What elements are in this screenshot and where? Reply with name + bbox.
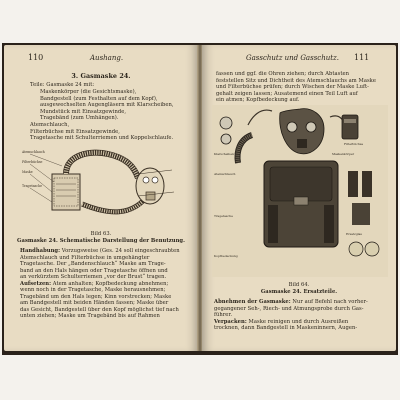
paragraph-text: das Gesicht, Bandgestell über den Kopf möglichst tief nach	[20, 306, 179, 313]
figure-label: Maskenkörper	[332, 152, 355, 156]
figure-label: Kopfbedeckung	[214, 254, 238, 258]
figure-label: Atemschlauch	[214, 172, 236, 176]
left-running-head: Aushang.	[90, 54, 124, 62]
figure-label: Tragetasche	[22, 184, 43, 188]
body-line	[214, 299, 368, 305]
paragraph-lead: Abnehmen der Gasmaske:	[214, 299, 291, 305]
right-body-line: gehalt zeigen lassen; Ausatemend einen Teil Luft auf	[216, 90, 358, 97]
body-line	[20, 294, 171, 300]
paragraph-text: am Bandgestell mit beiden Händen fassen; Maske über	[20, 300, 169, 306]
right-body-line: feststellen Sitz und Dichtheit des Atemschlauchs am Maske	[216, 77, 376, 84]
contents-item: Filterbüchse mit Einsatzgewinde,	[30, 128, 120, 135]
paragraph-text: trocknen, dann Bandgestell in Maskeninnern, Augen-	[214, 325, 358, 331]
figure-label: Maske	[22, 170, 33, 174]
body-line	[214, 319, 348, 325]
section-title: 3. Gasmaske 24.	[71, 72, 131, 80]
body-line	[20, 255, 149, 261]
contents-intro: Teile: Gasmaske 24 mit:	[30, 82, 95, 88]
paragraph-text: führer.	[214, 312, 233, 318]
body-line	[20, 261, 166, 267]
contents-item: Tragetasche mit Schulterriemen und Koppelschlaufe.	[30, 135, 174, 141]
paragraph-text: Tragebänd um den Hals legen; Kinn vorstrecken; Maske	[20, 293, 172, 300]
figure-label: Ersatzglas	[346, 232, 362, 236]
paragraph-text: Tragetasche. Der „Bandenschlauch“ Maske am Trage-	[20, 261, 166, 267]
body-line	[214, 325, 357, 331]
body-line	[20, 248, 180, 254]
figure-label: Klarscheiben	[214, 152, 234, 156]
figure-label: Tragetasche	[214, 214, 233, 218]
body-line	[20, 281, 168, 287]
contents-item: Tragebänd (zum Umhängen).	[40, 115, 119, 121]
right-body-line: und Filterbüchse prüfen; durch Wischen der Maske Luft-	[216, 84, 369, 90]
body-line	[20, 287, 165, 293]
figure-subcaption: Gasmaske 24. Ersatzteile.	[260, 289, 338, 295]
contents-item: Maskenkörper (die Gesichtsmaske),	[40, 89, 137, 95]
contents-item: ausgewechselten Augengläsern mit Klarscheiben,	[40, 102, 174, 108]
gas-mask-schematic-illustration	[22, 144, 182, 228]
paragraph-text: Maske reinigen und durch Ausreißen	[246, 318, 349, 325]
paragraph-text: Nur auf Befehl nach vorher-	[290, 299, 368, 305]
contents-item: Bandgestell (zum Festhalten auf dem Kopf),	[40, 95, 158, 102]
contents-item: Atemschlauch,	[30, 122, 70, 128]
paragraph-lead: Verpacken:	[214, 318, 247, 325]
body-line	[214, 306, 364, 312]
paragraph-text: wenn noch in der Tragetasche, Maske herausnehmen;	[20, 287, 166, 293]
paragraph-text: an verkürztem Schulterriemen „vor der Brust“ tragen.	[20, 274, 167, 280]
figure-label: Filterbüchse	[22, 160, 43, 164]
gas-mask-parts-photo	[212, 105, 388, 277]
figure-label: Atemschlauch	[22, 150, 45, 154]
figure-caption: Bild 64.	[288, 282, 310, 288]
figure-caption: Bild 63.	[90, 231, 112, 237]
left-page-number: 110	[28, 53, 44, 62]
right-page-number: 111	[354, 53, 370, 62]
body-line	[20, 274, 166, 280]
paragraph-text: Atemschlauch und Filterbüchse in umgehängter	[20, 254, 150, 261]
contents-item: Mundstück mit Einsatzgewinde,	[40, 108, 127, 115]
paragraph-text: gegangener Seh-, Riech- und Atmungsprobe durch Gas-	[214, 305, 364, 312]
figure-label: Filterbüchse	[344, 142, 364, 146]
right-running-head: Gasschutz und Gasschutz.	[246, 54, 339, 62]
paragraph-lead: Aufsetzen:	[20, 280, 52, 287]
body-line	[214, 312, 232, 318]
body-line	[20, 300, 168, 306]
paragraph-text: unten ziehen; Maske um Tragebänd bis auf Rahmen	[20, 313, 160, 319]
body-line	[20, 307, 179, 313]
paragraph-text: band an den Hals hängen oder Tragetasche öffnen und	[20, 267, 168, 274]
right-body-line: fassen und ggf. die Ohren ziehen; durch Abtasten	[216, 71, 350, 77]
right-body-line: ein atmen; Kopfbedeckung auf.	[216, 97, 300, 103]
left-page	[4, 45, 198, 351]
paragraph-text: Vorzugsweise (Ges. 24 soll eingeschraubten	[60, 248, 180, 254]
paragraph-text: Atem anhalten; Kopfbedeckung abnehmen;	[51, 280, 169, 287]
figure-subcaption: Gasmaske 24. Schematische Darstellung der Benutzung.	[17, 238, 185, 244]
body-line	[20, 313, 160, 319]
body-line	[20, 268, 168, 274]
right-page	[202, 45, 396, 351]
paragraph-lead: Handhabung:	[20, 248, 61, 254]
